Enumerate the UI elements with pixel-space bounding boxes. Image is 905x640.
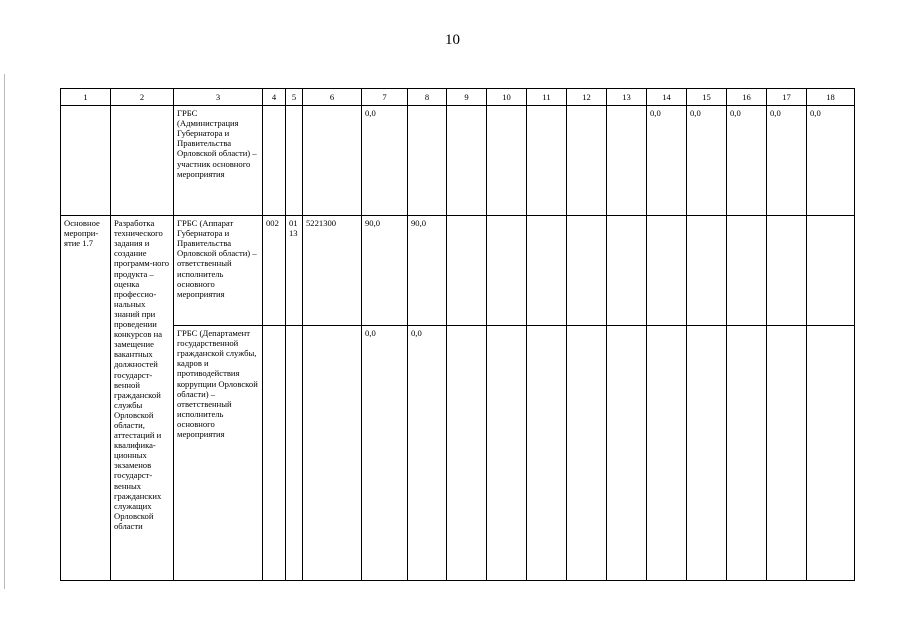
table-cell: 0,0: [767, 106, 807, 216]
table-cell: 0,0: [362, 106, 408, 216]
table-cell: [303, 106, 362, 216]
col-header: 12: [567, 89, 607, 106]
table-cell: 5221300: [303, 216, 362, 326]
table-cell: 01 13: [286, 216, 303, 326]
table-cell: 0,0: [807, 106, 855, 216]
table-cell: 0,0: [647, 106, 687, 216]
col-header: 2: [111, 89, 174, 106]
table-cell: [727, 216, 767, 326]
table-cell: [607, 216, 647, 326]
col-header: 17: [767, 89, 807, 106]
table-cell: [408, 106, 447, 216]
table-cell: [487, 106, 527, 216]
table-cell: [567, 326, 607, 581]
col-header: 8: [408, 89, 447, 106]
col-header: 14: [647, 89, 687, 106]
table-cell: [727, 326, 767, 581]
table-cell: [447, 326, 487, 581]
table-cell: [263, 326, 286, 581]
table-row: [61, 106, 855, 216]
table-cell: [286, 326, 303, 581]
table-cell: [687, 326, 727, 581]
table-row: [61, 216, 855, 326]
col-header: 15: [687, 89, 727, 106]
col-header: 13: [607, 89, 647, 106]
col-header: 1: [61, 89, 111, 106]
table-cell: 90,0: [362, 216, 408, 326]
activity-name-cell: Основное меропри-ятие 1.7: [61, 216, 111, 581]
table-cell: [527, 326, 567, 581]
table-cell: [807, 326, 855, 581]
table-cell: [61, 106, 111, 216]
budget-table: [60, 88, 855, 581]
table-cell: 002: [263, 216, 286, 326]
col-header: 18: [807, 89, 855, 106]
table-cell: 90,0: [408, 216, 447, 326]
table-cell: [487, 216, 527, 326]
table-cell: [687, 216, 727, 326]
table-cell: [807, 216, 855, 326]
table-cell: [111, 106, 174, 216]
col-header: 6: [303, 89, 362, 106]
page-number: 10: [445, 32, 460, 48]
col-header: 10: [487, 89, 527, 106]
scan-margin-line: [4, 74, 5, 589]
table-row: [61, 326, 855, 581]
activity-description-cell: Разработка технического задания и создание программ-ного продукта – оценка профессио-нальных знаний при проведении конкурсов на замещение вакантных должностей государст-венной гражданской службы Орловской области, аттестаций и квалифика-ционных экзаменов государст-венных гражданских служащих Орловской области: [111, 216, 174, 581]
col-header: 4: [263, 89, 286, 106]
table-cell: [286, 106, 303, 216]
table-cell: [767, 216, 807, 326]
table-cell: [567, 216, 607, 326]
table-cell: [567, 106, 607, 216]
col-header: 3: [174, 89, 263, 106]
table-cell: [647, 326, 687, 581]
table-cell: [607, 106, 647, 216]
table-cell: [447, 106, 487, 216]
table-cell: ГРБС (Аппарат Губернатора и Правительства Орловской области) – ответственный исполнитель основного мероприятия: [174, 216, 263, 326]
table-cell: 0,0: [408, 326, 447, 581]
table-cell: [447, 216, 487, 326]
table-cell: [647, 216, 687, 326]
col-header: 11: [527, 89, 567, 106]
col-header: 7: [362, 89, 408, 106]
table-cell: [767, 326, 807, 581]
table-cell: [303, 326, 362, 581]
table-cell: 0,0: [362, 326, 408, 581]
col-header: 16: [727, 89, 767, 106]
table-cell: ГРБС (Департамент государственной гражданской службы, кадров и противодействия коррупции Орловской области) – ответственный исполнитель основного мероприятия: [174, 326, 263, 581]
table-cell: [487, 326, 527, 581]
col-header: 9: [447, 89, 487, 106]
table-cell: [263, 106, 286, 216]
table-cell: 0,0: [727, 106, 767, 216]
table-cell: ГРБС (Администрация Губернатора и Правительства Орловской области) – участник основного мероприятия: [174, 106, 263, 216]
table-cell: [527, 216, 567, 326]
col-header: 5: [286, 89, 303, 106]
header-row: [61, 89, 855, 106]
table-cell: [527, 106, 567, 216]
table-cell: [607, 326, 647, 581]
table-cell: 0,0: [687, 106, 727, 216]
